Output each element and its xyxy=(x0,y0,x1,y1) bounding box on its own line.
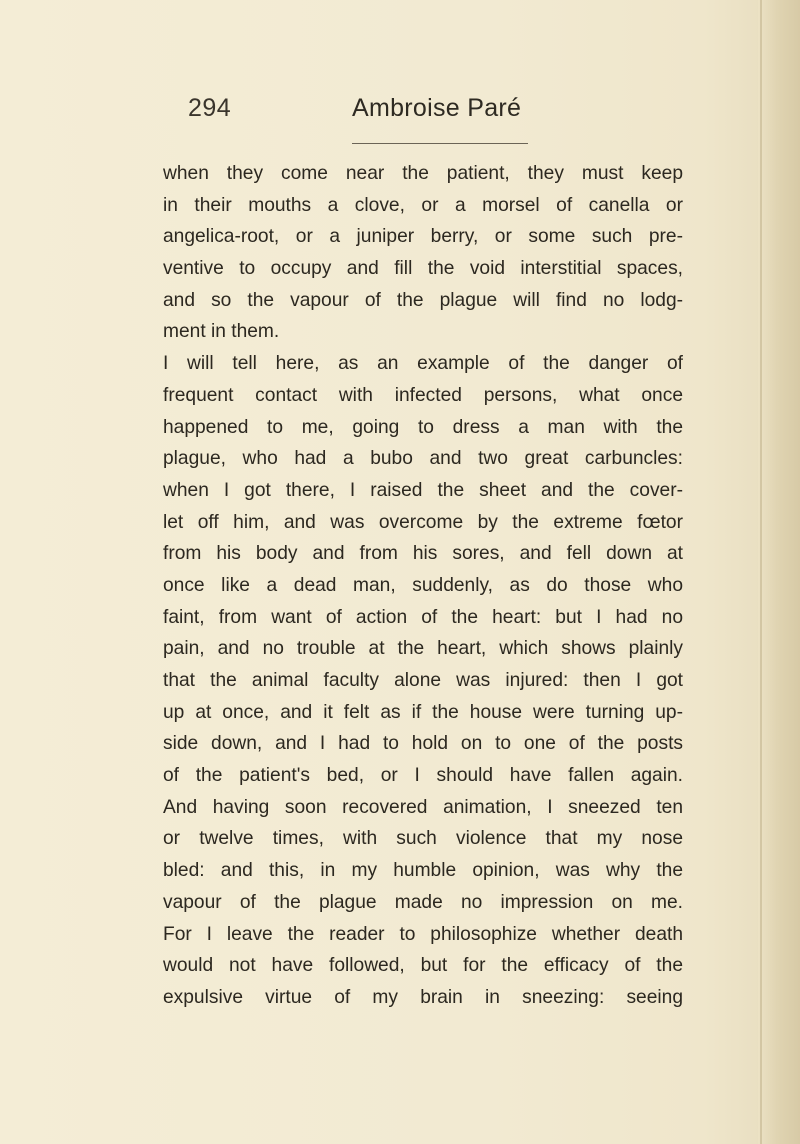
text-line: when I got there, I raised the sheet and the cover- xyxy=(163,479,683,501)
text-line: would not have followed, but for the efficacy of the xyxy=(163,955,683,977)
text-line: that the animal faculty alone was injured: then I got xyxy=(163,670,683,691)
text-line: happened to me, going to dress a man with the xyxy=(163,416,683,438)
text-line: in their mouths a clove, or a morsel of canella or xyxy=(163,194,683,216)
text-line: of the patient's bed, or I should have fallen again. xyxy=(163,765,683,787)
text-line: And having soon recovered animation, I sneezed ten xyxy=(163,796,683,818)
text-line: plague, who had a bubo and two great carbuncles: xyxy=(163,448,683,470)
text-line: pain, and no trouble at the heart, which shows plainly xyxy=(163,638,683,660)
text-line: expulsive virtue of my brain in sneezing: seeing xyxy=(163,986,683,1008)
text-line: or twelve times, with such violence that my nose xyxy=(163,828,683,850)
text-line: side down, and I had to hold on to one of the posts xyxy=(163,733,683,755)
text-line: frequent contact with infected persons, what once xyxy=(163,384,683,406)
text-line: angelica-root, or a juniper berry, or some such pre- xyxy=(163,226,683,248)
text-line: from his body and from his sores, and fell down at xyxy=(163,543,683,565)
text-line: and so the vapour of the plague will find no lodg- xyxy=(163,289,683,311)
text-line: For I leave the reader to philosophize whether death xyxy=(163,923,683,945)
text-line: vapour of the plague made no impression on me. xyxy=(163,891,683,913)
text-line: when they come near the patient, they must keep xyxy=(163,163,683,184)
text-line: ventive to occupy and fill the void interstitial spaces, xyxy=(163,258,683,280)
page-number: 294 xyxy=(188,94,232,122)
running-head xyxy=(188,94,628,134)
text-line: ment in them. xyxy=(163,321,280,343)
text-line: bled: and this, in my humble opinion, was why the xyxy=(163,860,683,882)
binding-shadow-line xyxy=(760,0,762,1144)
text-line: faint, from want of action of the heart: but I had no xyxy=(163,606,683,628)
running-title: Ambroise Paré xyxy=(352,94,522,122)
text-line: up at once, and it felt as if the house were turning up- xyxy=(163,701,683,723)
page-binding-edge xyxy=(758,0,800,1144)
text-line: let off him, and was overcome by the extreme fœtor xyxy=(163,511,683,533)
text-line: I will tell here, as an example of the danger of xyxy=(163,353,683,375)
body-text xyxy=(163,158,683,1014)
header-rule xyxy=(352,143,528,144)
text-line: once like a dead man, suddenly, as do those who xyxy=(163,574,683,596)
